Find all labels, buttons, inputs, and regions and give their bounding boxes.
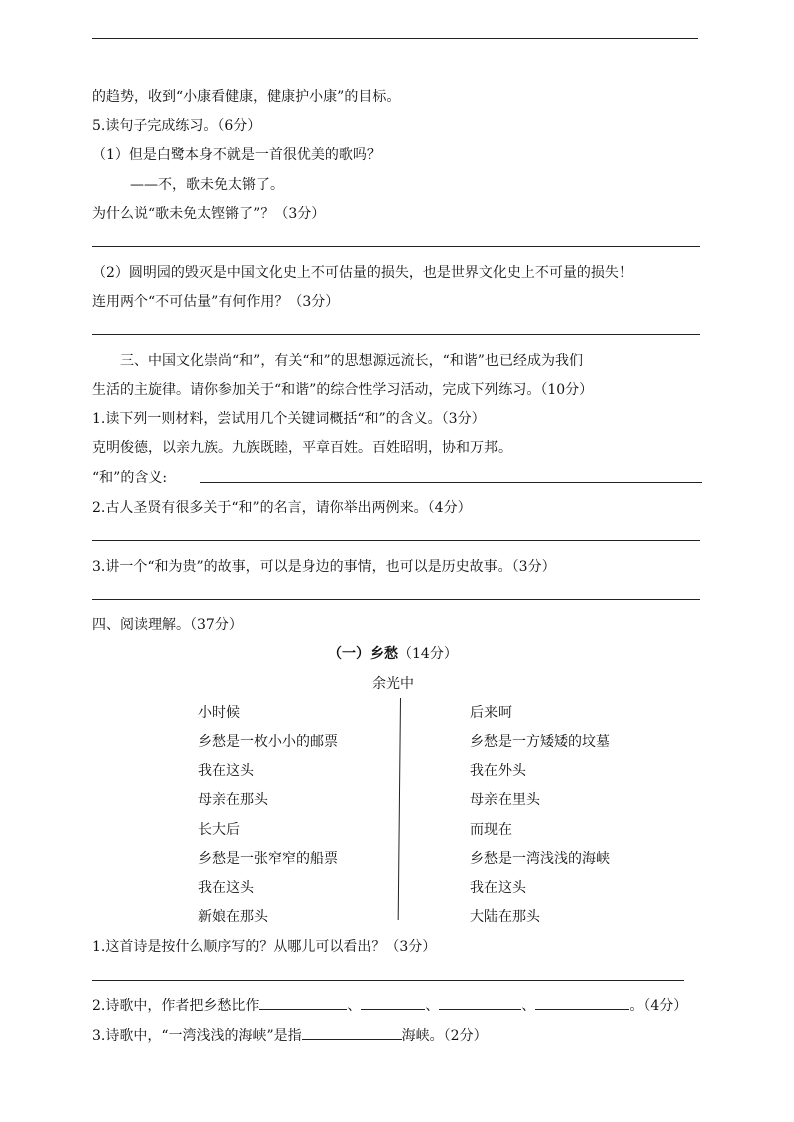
poem-left-line: 乡愁是一张窄窄的船票 (198, 851, 338, 867)
poem-left-line: 小时候 (198, 705, 240, 721)
q5-sub2-sentence: （2）圆明园的毁灭是中国文化史上不可估量的损失，也是世界文化史上不可量的损失！ (92, 265, 633, 281)
section3-intro-line1: 三、中国文化崇尚“和”，有关“和”的思想源远流长，“和谐”也已经成为我们 (120, 353, 583, 369)
poem-left-line: 乡愁是一枚小小的邮票 (198, 734, 338, 750)
poem-right-line: 乡愁是一方矮矮的坟墓 (470, 734, 610, 750)
separator: 、 (347, 998, 362, 1014)
q5-sub1-question: 为什么说“歌未免太铿锵了”？（3分） (92, 206, 326, 222)
poem-left-line: 长大后 (198, 822, 240, 838)
q5-sub2-answer-line[interactable] (92, 334, 700, 335)
section3-q2: 2.古人圣贤有很多关于“和”的名言，请你举出两例来。（4分） (92, 500, 472, 516)
simile-blank-3[interactable] (439, 995, 521, 1010)
poem-title (328, 643, 458, 663)
section3-intro-line2: 生活的主旋律。请你参加关于“和谐”的综合性学习活动，完成下列练习。（10分） (92, 382, 594, 398)
separator: 、 (521, 998, 536, 1014)
section3-q1: 1.读下列一则材料，尝试用几个关键词概括“和”的含义。（3分） (92, 411, 486, 427)
poem-right-line: 乡愁是一湾浅浅的海峡 (470, 851, 610, 867)
section4-q2 (92, 995, 687, 1015)
section4-q3-prefix: 3.诗歌中，“一湾浅浅的海峡”是指 (92, 1028, 302, 1044)
q2-tail-text: 的趋势，收到“小康看健康，健康护小康”的目标。 (92, 89, 401, 105)
section4-q3-suffix: 海峡。（2分） (401, 1028, 488, 1044)
section3-q3: 3.讲一个“和为贵”的故事，可以是身边的事情，也可以是历史故事。（3分） (92, 559, 556, 575)
poem-right-line: 大陆在那头 (470, 909, 540, 925)
q5-sub1-answer-line[interactable] (92, 246, 700, 247)
q5-title: 5.读句子完成练习。（6分） (92, 118, 262, 134)
top-rule (92, 38, 698, 39)
section3-material: 克明俊德，以亲九族。九族既睦，平章百姓。百姓昭明，协和万邦。 (92, 440, 512, 456)
simile-blank-4[interactable] (535, 995, 629, 1010)
poem-divider (398, 698, 401, 920)
poem-right-line: 而现在 (470, 822, 512, 838)
poem-left-line: 母亲在那头 (198, 792, 268, 808)
simile-blank-1[interactable] (259, 995, 347, 1010)
strait-blank[interactable] (302, 1025, 402, 1040)
section4-q1: 1.这首诗是按什么顺序写的？从哪儿可以看出？（3分） (92, 939, 437, 955)
poem-title-name: （一）乡愁 (328, 646, 398, 662)
section4-q1-answer-line[interactable] (92, 980, 684, 981)
poem-right-line: 母亲在里头 (470, 792, 540, 808)
section4-q2-prefix: 2.诗歌中，作者把乡愁比作 (92, 998, 260, 1014)
poem-left-line: 我在这头 (198, 763, 254, 779)
poem-right-line: 后来呵 (470, 705, 512, 721)
poem-left-line: 我在这头 (198, 880, 254, 896)
section3-q2-answer-line[interactable] (92, 540, 700, 541)
section3-meaning-label: “和”的含义: (92, 470, 168, 486)
section4-q3 (92, 1025, 488, 1045)
section3-q3-answer-line[interactable] (92, 599, 700, 600)
poem-author: 余光中 (372, 676, 414, 692)
simile-blank-2[interactable] (361, 995, 425, 1010)
poem-title-score: （14分） (398, 646, 458, 662)
poem-right-line: 我在外头 (470, 763, 526, 779)
poem-left-line: 新娘在那头 (198, 909, 268, 925)
section4-q2-suffix: 。（4分） (629, 998, 688, 1014)
meaning-answer-line[interactable] (200, 482, 702, 483)
poem-right-line: 我在这头 (470, 880, 526, 896)
q5-sub1-reply: ——不，歌未免太锵了。 (130, 177, 284, 193)
section4-title: 四、阅读理解。（37分） (92, 617, 243, 633)
q5-sub1-quote: （1）但是白鹭本身不就是一首很优美的歌吗？ (92, 147, 381, 163)
q5-sub2-question: 连用两个“不可估量”有何作用？（3分） (92, 294, 340, 310)
separator: 、 (425, 998, 440, 1014)
